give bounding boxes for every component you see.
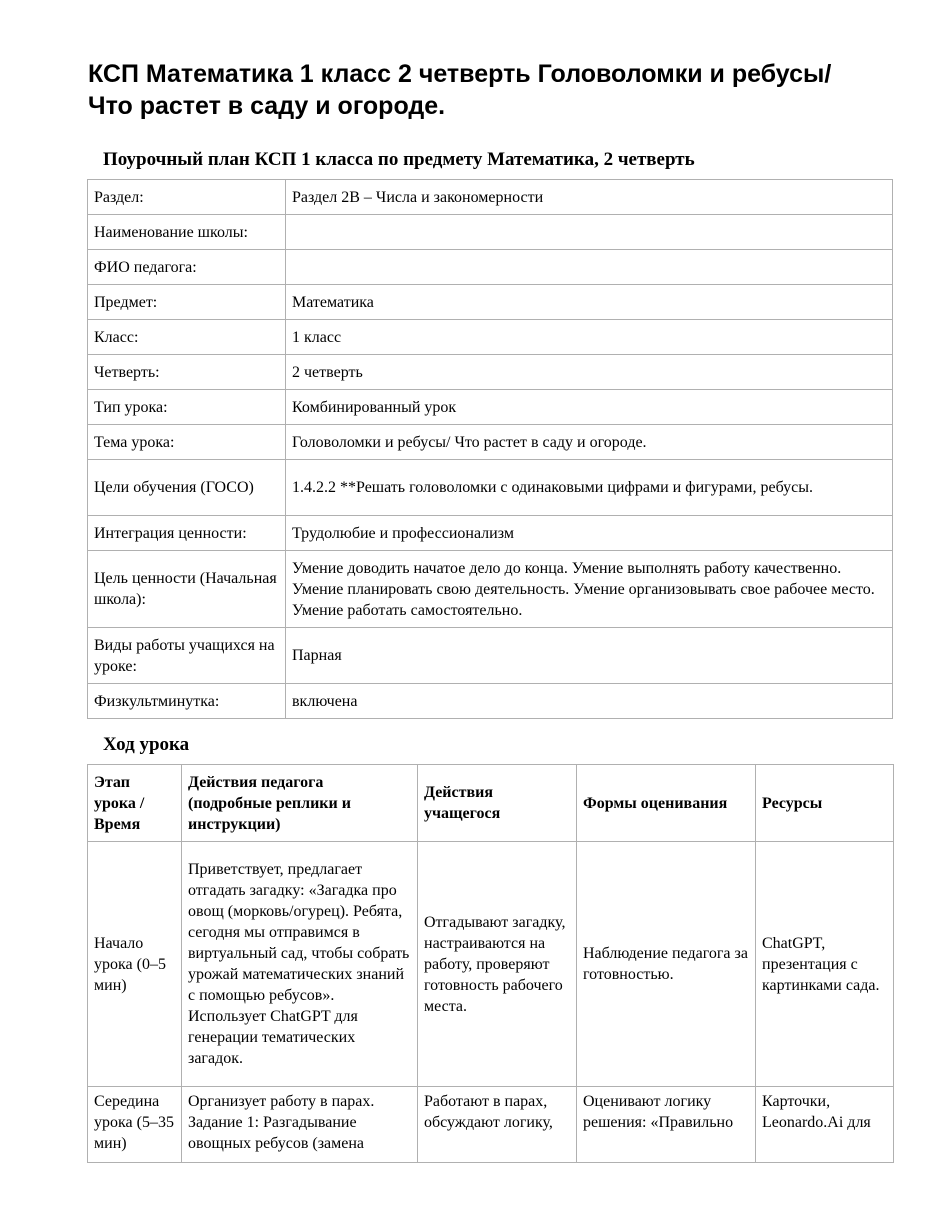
row-label: Цель ценности (Начальная школа): [88,551,286,628]
stage-cell: Середина урока (5–35 мин) [88,1087,182,1163]
header-assessment: Формы оценивания [577,765,756,842]
row-label: Четверть: [88,355,286,390]
table-row [88,180,893,215]
table-row [88,320,893,355]
table-row [88,425,893,460]
document-title: КСП Математика 1 класс 2 четверть Головоломки и ребусы/ Что растет в саду и огороде. [88,60,832,120]
table-row [88,460,893,516]
header-student-actions: Действия учащегося [418,765,577,842]
assessment-cell: Наблюдение педагога за готовностью. [577,842,756,1087]
row-value: Умение доводить начатое дело до конца. Умение выполнять работу качественно. Умение планировать свою деятельность. Умение организовывать свое рабочее место. Умение работать самостоятельно. [286,551,893,628]
table-row [88,215,893,250]
resources-cell: Карточки, Leonardo.Ai для [756,1087,894,1163]
table-row [88,250,893,285]
table-row [88,842,894,1087]
row-value: 1.4.2.2 **Решать головоломки с одинаковыми цифрами и фигурами, ребусы. [286,460,893,516]
table-row [88,684,893,719]
row-value: Трудолюбие и профессионализм [286,516,893,551]
table-row [88,355,893,390]
teacher-actions-cell: Приветствует, предлагает отгадать загадку: «Загадка про овощ (морковь/огурец). Ребята, сегодня мы отправимся в виртуальный сад, чтобы собрать урожай математических знаний с помощью ребусов». Использует ChatGPT для генерации тематических загадок. [182,842,418,1087]
header-teacher-actions: Действия педагога (подробные реплики и инструкции) [182,765,418,842]
row-label: Тип урока: [88,390,286,425]
row-value: Комбинированный урок [286,390,893,425]
row-label: Интеграция ценности: [88,516,286,551]
lesson-info-table [87,179,893,719]
stage-cell: Начало урока (0–5 мин) [88,842,182,1087]
table-row [88,551,893,628]
row-value: Парная [286,628,893,684]
row-value: Головоломки и ребусы/ Что растет в саду и огороде. [286,425,893,460]
header-stage: Этап урока / Время [88,765,182,842]
header-resources: Ресурсы [756,765,894,842]
row-label: Наименование школы: [88,215,286,250]
row-label: ФИО педагога: [88,250,286,285]
row-label: Физкультминутка: [88,684,286,719]
assessment-cell: Оценивают логику решения: «Правильно [577,1087,756,1163]
row-label: Раздел: [88,180,286,215]
table-header-row [88,765,894,842]
row-value: включена [286,684,893,719]
row-value [286,215,893,250]
row-value: 2 четверть [286,355,893,390]
table-row [88,516,893,551]
teacher-actions-cell: Организует работу в парах. Задание 1: Разгадывание овощных ребусов (замена [182,1087,418,1163]
table-row [88,390,893,425]
student-actions-cell: Отгадывают загадку, настраиваются на работу, проверяют готовность рабочего места. [418,842,577,1087]
row-label: Класс: [88,320,286,355]
row-label: Цели обучения (ГОСО) [88,460,286,516]
lesson-progress-table [87,764,894,1163]
row-label: Виды работы учащихся на уроке: [88,628,286,684]
table-row [88,628,893,684]
student-actions-cell: Работают в парах, обсуждают логику, [418,1087,577,1163]
row-value [286,250,893,285]
plan-heading: Поурочный план КСП 1 класса по предмету Математика, 2 четверть [103,149,695,170]
row-value: Математика [286,285,893,320]
row-value: 1 класс [286,320,893,355]
lesson-heading: Ход урока [103,734,190,755]
row-label: Тема урока: [88,425,286,460]
resources-cell: ChatGPT, презентация с картинками сада. [756,842,894,1087]
table-row [88,285,893,320]
table-row [88,1087,894,1163]
row-value: Раздел 2В – Числа и закономерности [286,180,893,215]
row-label: Предмет: [88,285,286,320]
